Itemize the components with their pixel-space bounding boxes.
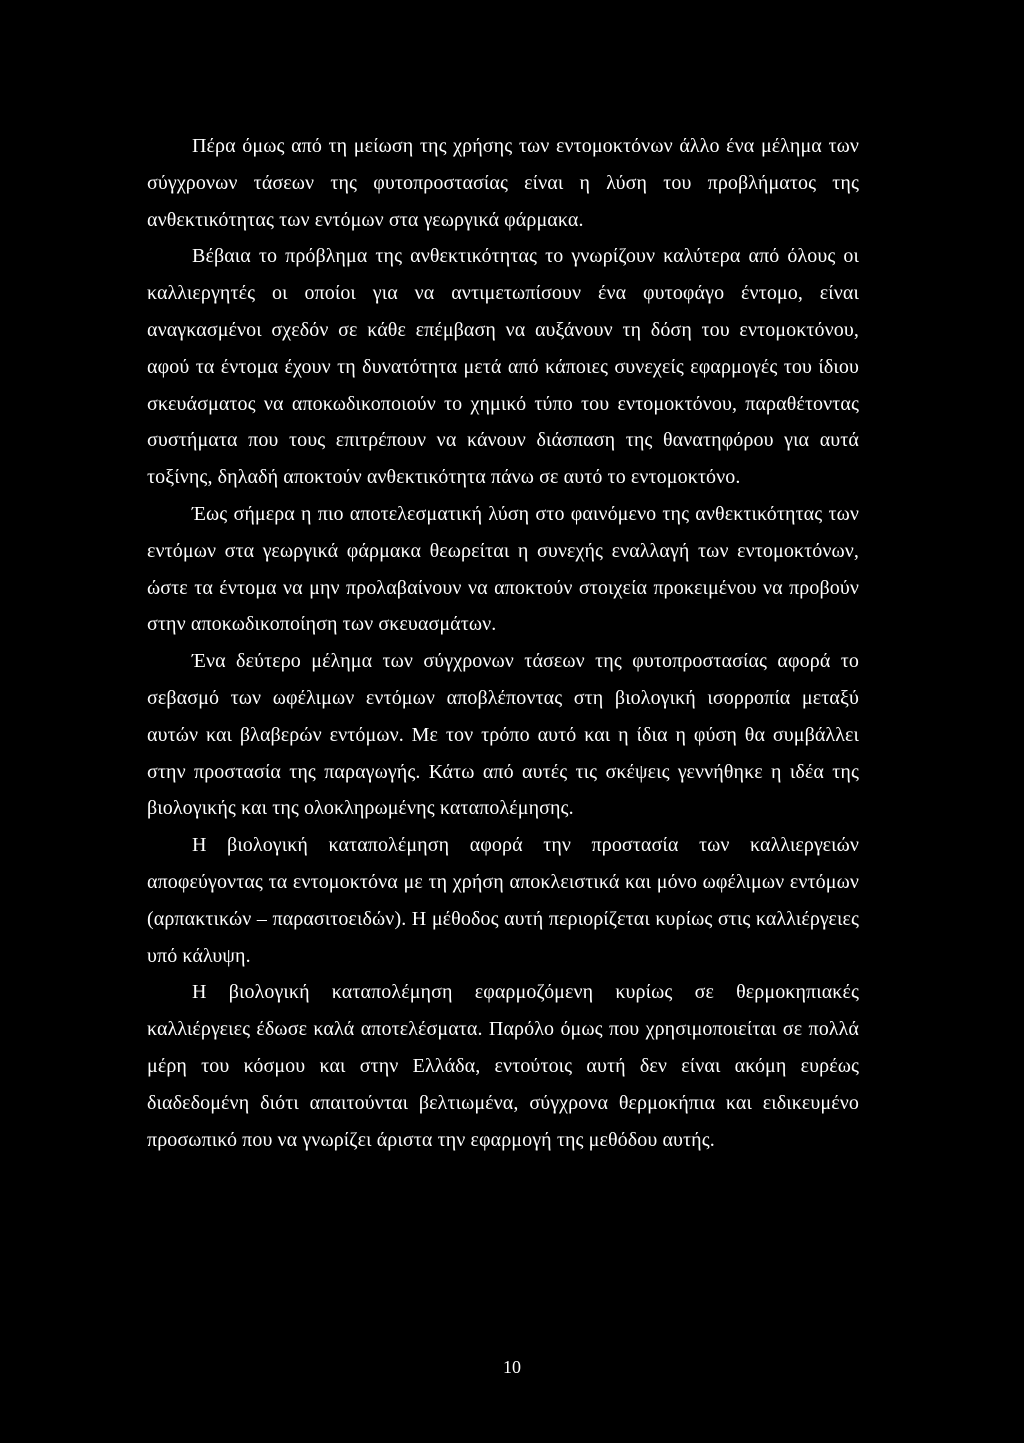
paragraph-insecticide-resistance-intro: Πέρα όμως από τη μείωση της χρήσης των εντομοκτόνων άλλο ένα μέλημα των σύγχρονων τάσεων της φυτοπροστασίας είναι η λύση του προβλήματος της ανθεκτικότητας των εντόμων στα γεωργικά φάρμακα. bbox=[147, 135, 859, 231]
paragraph-beneficial-insects: Ένα δεύτερο μέλημα των σύγχρονων τάσεων της φυτοπροστασίας αφορά το σεβασμό των ωφέλιμων εντόμων αποβλέποντας στη βιολογική ισορροπία μεταξύ αυτών και βλαβερών εντόμων. Με τον τρόπο αυτό και η ίδια η φύση θα συμβάλλει στην προστασία της παραγωγής. Κάτω από αυτές τις σκέψεις γεννήθηκε η ιδέα της βιολογικής και της ολοκληρωμένης καταπολέμησης. bbox=[147, 650, 859, 820]
paragraph-resistance-problem: Βέβαια το πρόβλημα της ανθεκτικότητας το γνωρίζουν καλύτερα από όλους οι καλλιεργητές οι οποίοι για να αντιμετωπίσουν ένα φυτοφάγο έντομο, είναι αναγκασμένοι σχεδόν σε κάθε επέμβαση να αυξάνουν τη δόση του εντομοκτόνου, αφού τα έντομα έχουν τη δυνατότητα μετά από κάποιες συνεχείς εφαρμογές του ίδιου σκευάσματος να αποκωδικοποιούν το χημικό τύπο του εντομοκτόνου, παραθέτοντας συστήματα που τους επιτρέπουν να κάνουν διάσπαση της θανατηφόρου για αυτά τοξίνης, δηλαδή αποκτούν ανθεκτικότητα πάνω σε αυτό το εντομοκτόνο. bbox=[147, 245, 859, 489]
paragraph-greenhouse-application: Η βιολογική καταπολέμηση εφαρμοζόμενη κυρίως σε θερμοκηπιακές καλλιέργειες έδωσε καλά αποτελέσματα. Παρόλο όμως που χρησιμοποιείται σε πολλά μέρη του κόσμου και στην Ελλάδα, εντούτοις αυτή δεν είναι ακόμη ευρέως διαδεδομένη διότι απαιτούνται βελτιωμένα, σύγχρονα θερμοκήπια και ειδικευμένο προσωπικό που να γνωρίζει άριστα την εφαρμογή της μεθόδου αυτής. bbox=[147, 981, 859, 1151]
page-number: 10 bbox=[503, 1357, 521, 1377]
paragraph-insecticide-rotation: Έως σήμερα η πιο αποτελεσματική λύση στο φαινόμενο της ανθεκτικότητας των εντόμων στα γεωργικά φάρμακα θεωρείται η συνεχής εναλλαγή των εντομοκτόνων, ώστε τα έντομα να μην προλαβαίνουν να αποκτούν στοιχεία προκειμένου να προβούν στην αποκωδικοποίηση των σκευασμάτων. bbox=[147, 502, 859, 636]
paragraph-biological-control: Η βιολογική καταπολέμηση αφορά την προστασία των καλλιεργειών αποφεύγοντας τα εντομοκτόνα με τη χρήση αποκλειστικά και μόνο ωφέλιμων εντόμων (αρπακτικών – παρασιτοειδών). Η μέθοδος αυτή περιορίζεται κυρίως στις καλλιέργειες υπό κάλυψη. bbox=[147, 834, 859, 967]
body-text bbox=[147, 128, 859, 1158]
